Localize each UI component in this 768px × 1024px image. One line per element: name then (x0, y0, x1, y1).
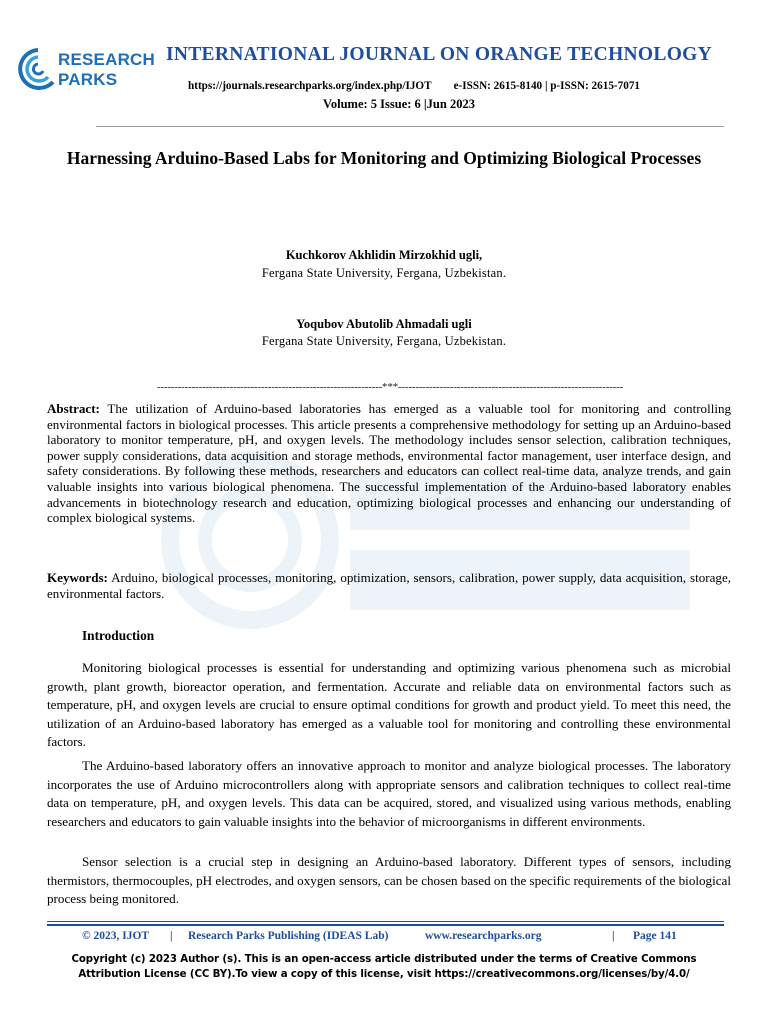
author-2-affiliation: Fergana State University, Fergana, Uzbekistan. (261, 334, 507, 348)
logo-swirl-icon (18, 46, 58, 92)
footer-publisher: Research Parks Publishing (IDEAS Lab) (188, 930, 389, 942)
abstract-label: Abstract: (47, 401, 100, 416)
footer-site-link[interactable]: www.researchparks.org (425, 930, 542, 942)
header-divider (96, 126, 724, 127)
abstract-text: The utilization of Arduino-based laboratories has emerged as a valuable tool for monitoring and controlling environmental factors in biological processes. This article presents a comprehensive methodology for setting up an Arduino-based laboratory to monitor temperature, pH, and oxygen levels. The methodology includes sensor selection, calibration techniques, power supply considerations, data acquisition and storage methods, environmental factor management, user interface design, and safety considerations. By following these methods, researchers and educators can collect real-time data, analyze trends, and gain valuable insights into various biological phenomena. The successful implementation of the Arduino-based laboratory enables advancements in biotechnology research and education, optimizing biological processes and enhancing our understanding of complex biological systems. (47, 401, 731, 526)
keywords (47, 570, 731, 601)
article-title: Harnessing Arduino-Based Labs for Monitoring and Optimizing Biological Processes (66, 148, 702, 168)
section-separator: -----------------------------------------------------------------***----------------------------------------------------------------- (156, 381, 624, 393)
footer-divider-thick (47, 924, 724, 926)
research-parks-logo (18, 46, 156, 96)
page-number: Page 141 (633, 930, 677, 942)
author-2-name: Yoqubov Abutolib Ahmadali ugli (296, 317, 472, 331)
journal-url[interactable]: https://journals.researchparks.org/index.php/IJOT (188, 80, 432, 92)
author-1-affiliation: Fergana State University, Fergana, Uzbekistan. (261, 266, 507, 280)
keywords-text: Arduino, biological processes, monitoring, optimization, sensors, calibration, power supply, data acquisition, storage, environmental factors. (47, 570, 731, 601)
body-paragraph-1: Monitoring biological processes is essential for understanding and optimizing various phenomena such as microbial growth, plant growth, bioreactor operation, and fermentation. Accurate and reliable data on environmental factors such as temperature, pH, and oxygen levels are crucial to ensure optimal conditions for growth and product yield. To meet this need, the utilization of an Arduino-based laboratory has emerged as a valuable tool for monitoring and controlling these environmental factors. (47, 660, 731, 749)
footer-divider-thin (47, 921, 724, 922)
abstract (47, 401, 731, 526)
logo-text-line2: PARKS (58, 70, 118, 89)
journal-info (188, 80, 640, 92)
footer-bar-2: | (612, 930, 615, 942)
footer-bar-1: | (170, 930, 173, 942)
keywords-label: Keywords: (47, 570, 108, 585)
journal-name: INTERNATIONAL JOURNAL ON ORANGE TECHNOLOGY (165, 44, 713, 65)
copyright-notice: Copyright (c) 2023 Author (s). This is an open-access article distributed under the terms of Creative Commons Attribution License (CC BY).To view a copy of this license, visit https://creativecommons.org/licenses/by/4.0/ (71, 954, 697, 980)
footer-year: © 2023, IJOT (82, 930, 150, 942)
issn: e-ISSN: 2615-8140 | p-ISSN: 2615-7071 (453, 80, 641, 92)
journal-volume: Volume: 5 Issue: 6 |Jun 2023 (323, 97, 475, 111)
body-paragraph-2: The Arduino-based laboratory offers an innovative approach to monitor and analyze biological processes. The laboratory incorporates the use of Arduino microcontrollers along with appropriate sensors and calibration techniques to collect real-time data on temperature, pH, and oxygen levels. This data can be acquired, stored, and visualized using various methods, enabling researchers and educators to gain valuable insights into the behavior of microorganisms in different environments. (47, 758, 731, 829)
author-1-name: Kuchkorov Akhlidin Mirzokhid ugli, (285, 248, 483, 262)
introduction-heading: Introduction (82, 628, 155, 643)
body-paragraph-3: Sensor selection is a crucial step in designing an Arduino-based laboratory. Different types of sensors, including thermistors, thermocouples, pH electrodes, and oxygen sensors, can be chosen based on the specific requirements of the biological process being monitored. (47, 854, 731, 906)
footer-line (0, 930, 768, 946)
logo-text-line1: RESEARCH (58, 50, 156, 69)
